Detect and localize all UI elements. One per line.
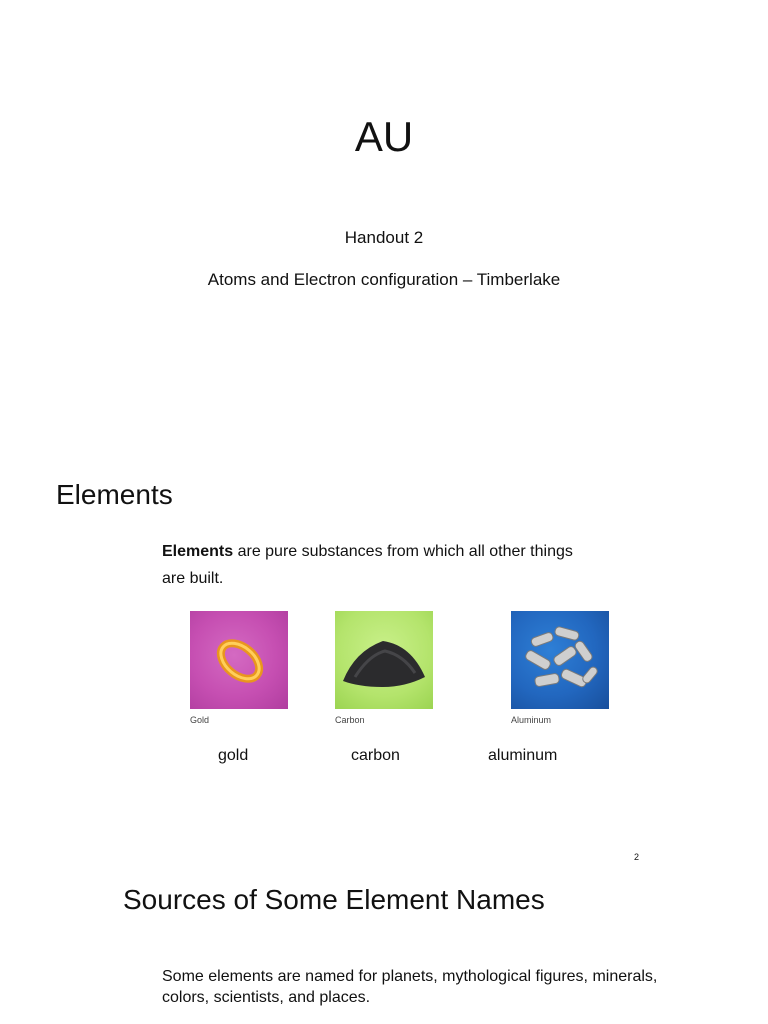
elements-heading: Elements xyxy=(56,479,173,510)
carbon-photo xyxy=(335,611,433,709)
aluminum-photo-caption: Aluminum xyxy=(511,715,552,725)
carbon-pile-icon xyxy=(335,611,433,709)
aluminum-photo xyxy=(511,611,609,709)
gold-label: gold xyxy=(218,747,249,764)
gold-photo xyxy=(190,611,288,709)
handout-number: Handout 2 xyxy=(344,228,424,247)
sources-text: Some elements are named for planets, mythological figures, minerals, colors, scientists, and places. xyxy=(162,968,658,1006)
document-subtitle: Atoms and Electron configuration – Timberlake xyxy=(207,270,561,289)
gold-photo-caption: Gold xyxy=(190,715,210,725)
gold-ring-icon xyxy=(190,611,288,709)
page-number: 2 xyxy=(634,852,640,862)
elements-bold-term: Elements xyxy=(162,543,234,560)
aluminum-label: aluminum xyxy=(488,747,558,764)
sources-heading: Sources of Some Element Names xyxy=(123,884,545,915)
elements-definition-rest: are pure substances from which all other things are built. xyxy=(162,543,573,587)
aluminum-pieces-icon xyxy=(511,611,609,709)
document-title: AU xyxy=(354,113,414,160)
carbon-photo-caption: Carbon xyxy=(335,715,365,725)
elements-definition xyxy=(162,538,582,592)
carbon-label: carbon xyxy=(351,747,400,764)
